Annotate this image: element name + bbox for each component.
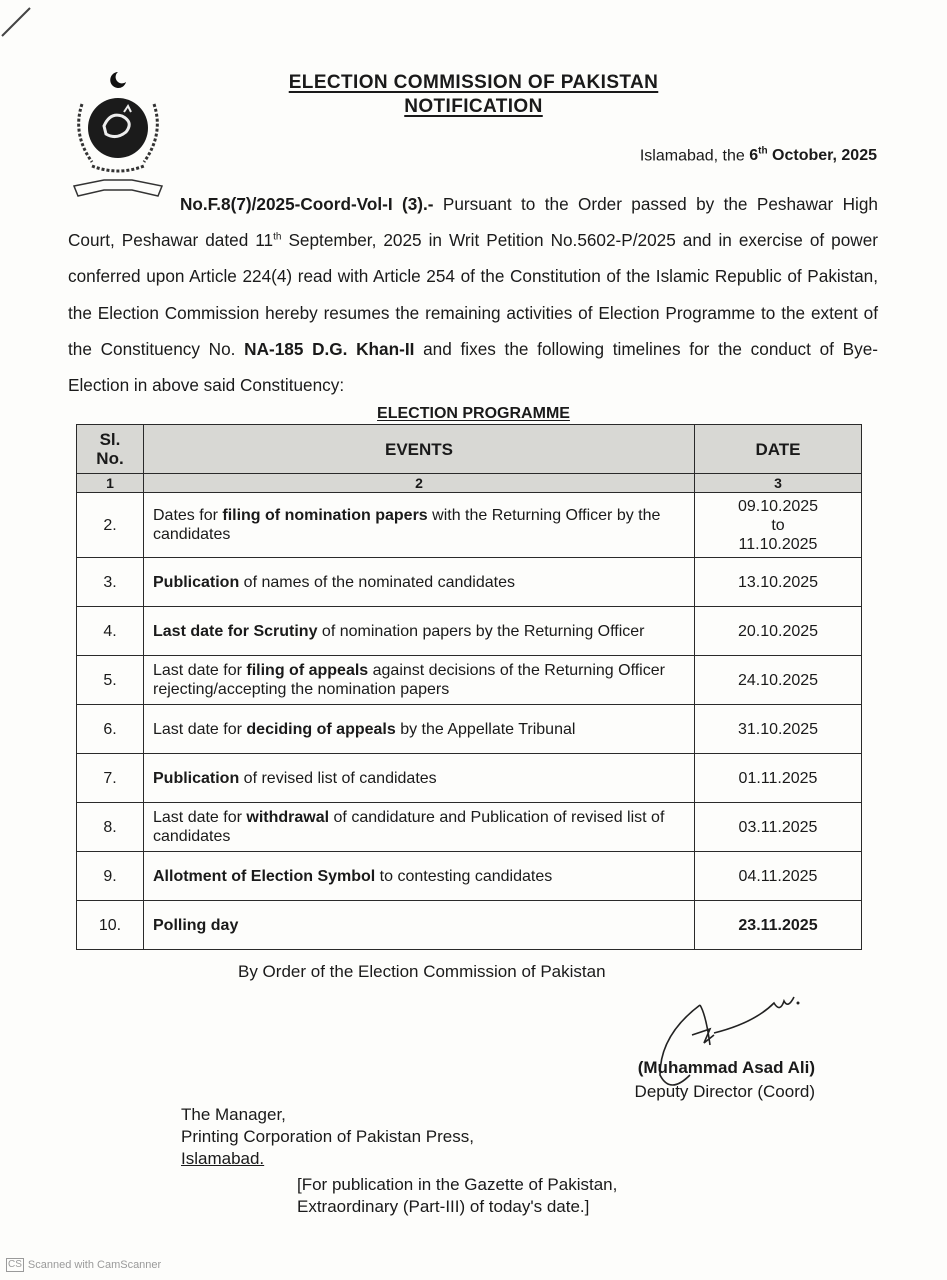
serial-number: 5. [77, 656, 144, 705]
gazette-note-line: [For publication in the Gazette of Pakistan, [297, 1175, 618, 1194]
event-emphasis: Publication [153, 769, 240, 787]
event-text: Last date for [153, 809, 247, 826]
table-row [77, 493, 862, 558]
event-text: by the Appellate Tribunal [395, 720, 576, 738]
column-number: 2 [144, 474, 695, 493]
addressee-city: Islamabad. [181, 1149, 265, 1168]
event-date: 31.10.2025 [737, 720, 819, 738]
event-date: 01.11.2025 [738, 769, 818, 787]
event-text: Dates for [153, 507, 223, 524]
event-description [144, 852, 695, 901]
handwritten-signature [630, 985, 830, 1095]
event-date-cell [695, 754, 862, 803]
event-description [144, 558, 695, 607]
by-order-line: By Order of the Election Commission of Pakistan [238, 962, 606, 981]
event-text: of nomination papers by the Returning Officer [317, 622, 645, 640]
event-text: to contesting candidates [375, 867, 553, 885]
serial-number: 8. [77, 803, 144, 852]
pen-mark [0, 0, 40, 40]
serial-number: 6. [77, 705, 144, 754]
event-emphasis: Publication [153, 573, 240, 591]
event-date-cell [695, 803, 862, 852]
table-row [77, 901, 862, 950]
event-date-cell [695, 901, 862, 950]
serial-number: 7. [77, 754, 144, 803]
event-date-cell [695, 607, 862, 656]
document-type: NOTIFICATION [404, 96, 543, 117]
start-date: 09.10.2025 [737, 497, 819, 515]
event-emphasis: withdrawal [246, 809, 330, 826]
serial-number: 3. [77, 558, 144, 607]
event-emphasis: Polling day [153, 916, 239, 934]
signatory-name: (Muhammad Asad Ali) [637, 1058, 815, 1077]
column-number: 1 [77, 474, 144, 493]
event-emphasis: filing of appeals [246, 662, 369, 679]
table-row [77, 852, 862, 901]
notification-body: No.F.8(7)/2025-Coord-Vol-I (3).- Pursuant to the Order passed by the Peshawar High Court, Peshawar dated 11th September, 2025 in Writ Petition No.5602-P/2025 and in exercise of power conferred upon Article 224(4) read with Article 254 of the Constitution of the Islamic Republic of Pakistan, the Election Commission hereby resumes the remaining activities of Election Programme to the extent of the Constituency No. NA-185 D.G. Khan-II and fixes the following timelines for the conduct of Bye-Election in above said Constituency: [68, 194, 878, 396]
event-emphasis: filing of nomination papers [222, 507, 428, 524]
table-row [77, 705, 862, 754]
serial-number: 2. [77, 493, 144, 558]
event-emphasis: Last date for Scrutiny [153, 622, 318, 640]
camscanner-logo-icon: CS [8, 1259, 22, 1270]
constituency-name: NA-185 D.G. Khan-II [244, 338, 415, 359]
event-text: of revised list of candidates [239, 769, 437, 787]
event-description [144, 754, 695, 803]
event-date: 03.11.2025 [738, 818, 818, 836]
event-date-cell [695, 852, 862, 901]
table-row [77, 803, 862, 852]
event-date: 04.11.2025 [738, 867, 818, 885]
end-date: 11.10.2025 [738, 535, 818, 553]
signatory-designation: Deputy Director (Coord) [634, 1082, 815, 1101]
event-description [144, 803, 695, 852]
gazette-note-line: Extraordinary (Part-III) of today's date.] [297, 1197, 590, 1216]
event-date-cell [695, 558, 862, 607]
event-date-cell [695, 656, 862, 705]
event-emphasis: deciding of appeals [246, 720, 396, 738]
event-date: 24.10.2025 [737, 671, 819, 689]
serial-number: 9. [77, 852, 144, 901]
event-date: 13.10.2025 [737, 573, 819, 591]
event-description [144, 607, 695, 656]
event-text: of candidature and Publication of revised list of candidates [153, 809, 665, 845]
event-date-cell [695, 493, 862, 558]
dateline: Islamabad, the 6th October, 2025 [639, 146, 877, 165]
gazette-note [297, 1174, 617, 1218]
event-date: 23.11.2025 [738, 916, 818, 934]
table-row [77, 656, 862, 705]
event-description [144, 901, 695, 950]
election-programme-table [76, 424, 862, 950]
table-header-row [77, 425, 862, 474]
organization-title: ELECTION COMMISSION OF PAKISTAN [288, 72, 659, 93]
date-separator: to [771, 516, 785, 534]
serial-number: 4. [77, 607, 144, 656]
watermark-text: Scanned with CamScanner [27, 1259, 162, 1271]
table-row [77, 607, 862, 656]
event-text: with the Returning Officer by the candidates [153, 507, 661, 543]
header-date: DATE [695, 425, 862, 474]
addressee-block [181, 1104, 474, 1170]
event-text: of names of the nominated candidates [239, 573, 515, 591]
addressee-line: The Manager, [181, 1105, 286, 1124]
table-row [77, 754, 862, 803]
event-emphasis: Allotment of Election Symbol [153, 867, 376, 885]
serial-number: 10. [77, 901, 144, 950]
event-description [144, 493, 695, 558]
event-text: Last date for [153, 720, 247, 738]
column-number: 3 [695, 474, 862, 493]
addressee-line: Printing Corporation of Pakistan Press, [181, 1127, 474, 1146]
event-text: Last date for [153, 662, 247, 679]
event-date: 20.10.2025 [737, 622, 819, 640]
programme-title: ELECTION PROGRAMME [377, 405, 570, 422]
header-sl-no: Sl. No. [77, 425, 144, 474]
header-events: EVENTS [144, 425, 695, 474]
event-description [144, 705, 695, 754]
event-description [144, 656, 695, 705]
event-text: against decisions of the Returning Officer rejecting/accepting the nomination papers [153, 662, 665, 698]
camscanner-watermark [6, 1258, 161, 1272]
event-date-cell [695, 705, 862, 754]
column-number-row [77, 474, 862, 493]
reference-number: No.F.8(7)/2025-Coord-Vol-I (3).- [180, 194, 434, 214]
table-row [77, 558, 862, 607]
